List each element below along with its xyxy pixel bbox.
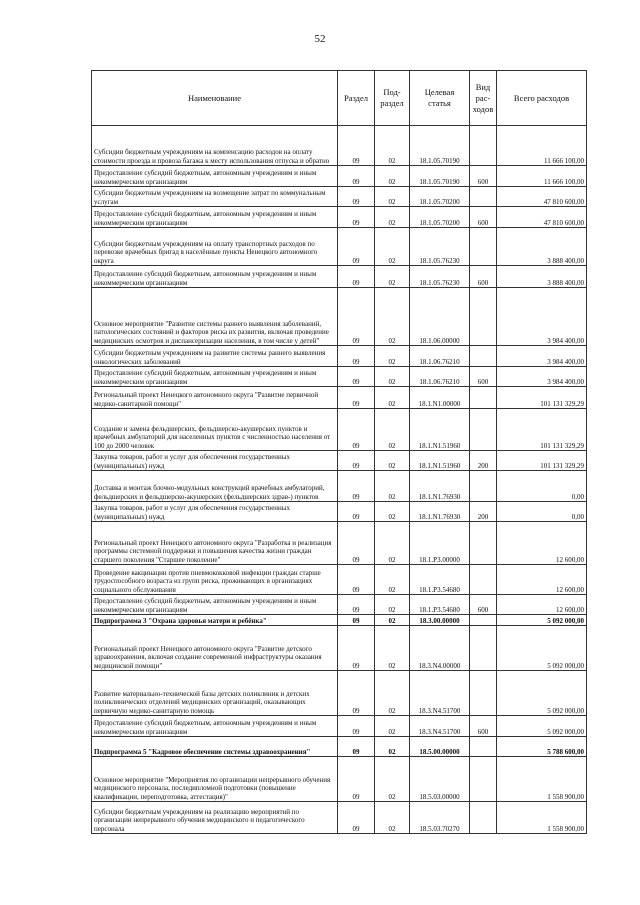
row-section: 09 (338, 626, 375, 671)
table-row (92, 716, 587, 737)
row-total: 3 984 400,00 (497, 367, 587, 387)
row-expense-type (470, 409, 497, 451)
row-name: Проведение вакцинации против пневмококковой инфекции граждан старше трудоспособного возраста из групп риска, проживающих в организациях социального обслуживания (92, 565, 338, 595)
row-expense-type: 600 (470, 595, 497, 615)
row-total: 11 666 100,00 (497, 166, 587, 187)
row-name: Субсидии бюджетным учреждениям на компенсацию расходов на оплату стоимости проезда и провоза багажа к месту использования отпуска и обратно (92, 126, 338, 166)
row-subsection: 02 (375, 802, 410, 834)
row-total: 5 092 000,00 (497, 615, 587, 626)
table-row (92, 471, 587, 502)
row-subsection: 02 (375, 471, 410, 502)
row-target-article: 18.1.06.00000 (410, 288, 470, 346)
row-name: Подпрограмма 3 "Охрана здоровья матери и ребёнка" (92, 615, 338, 626)
row-section: 09 (338, 288, 375, 346)
row-section: 09 (338, 207, 375, 228)
table-row (92, 595, 587, 615)
row-subsection: 02 (375, 615, 410, 626)
row-target-article: 18.5.03.70270 (410, 802, 470, 834)
row-section: 09 (338, 471, 375, 502)
row-total: 12 600,00 (497, 522, 587, 565)
row-expense-type (470, 626, 497, 671)
row-expense-type (470, 387, 497, 409)
row-total: 1 558 900,00 (497, 802, 587, 834)
table-row (92, 266, 587, 288)
row-target-article: 18.3.N4.51700 (410, 716, 470, 737)
row-section: 09 (338, 757, 375, 802)
row-expense-type (470, 228, 497, 266)
row-name: Субсидии бюджетным учреждениям на оплату транспортных расходов по перевозке врачебных бригад в населённые пункты Ненецкого автономного округа (92, 228, 338, 266)
table-row (92, 126, 587, 166)
row-total: 47 810 600,00 (497, 207, 587, 228)
row-subsection: 02 (375, 288, 410, 346)
table-row (92, 288, 587, 346)
table-header-row (92, 71, 587, 126)
header-section: Раздел (338, 71, 375, 126)
row-section: 09 (338, 671, 375, 716)
table-row (92, 387, 587, 409)
table-row (92, 207, 587, 228)
row-subsection: 02 (375, 522, 410, 565)
row-subsection: 02 (375, 266, 410, 288)
row-name: Субсидии бюджетным учреждениям на развитие системы раннего выявления онкологических заболеваний (92, 346, 338, 367)
row-name: Подпрограмма 5 "Кадровое обеспечение системы здравоохранения" (92, 737, 338, 757)
row-subsection: 02 (375, 409, 410, 451)
table-row (92, 346, 587, 367)
row-section: 09 (338, 228, 375, 266)
table-row (92, 757, 587, 802)
table-row (92, 451, 587, 471)
table-row (92, 228, 587, 266)
table-row (92, 802, 587, 834)
header-total-expenses: Всего расходов (497, 71, 587, 126)
row-subsection: 02 (375, 737, 410, 757)
row-expense-type (470, 471, 497, 502)
table-row (92, 367, 587, 387)
row-expense-type (470, 522, 497, 565)
row-total: 12 600,00 (497, 565, 587, 595)
row-total: 3 984 400,00 (497, 288, 587, 346)
row-subsection: 02 (375, 565, 410, 595)
row-section: 09 (338, 346, 375, 367)
row-total: 11 666 100,00 (497, 126, 587, 166)
row-total: 3 888 400,00 (497, 266, 587, 288)
row-total: 0,00 (497, 502, 587, 522)
row-name: Закупка товаров, работ и услуг для обеспечения государственных (муниципальных) нужд (92, 451, 338, 471)
row-subsection: 02 (375, 757, 410, 802)
row-section: 09 (338, 266, 375, 288)
row-total: 101 131 329,29 (497, 451, 587, 471)
row-subsection: 02 (375, 595, 410, 615)
row-subsection: 02 (375, 451, 410, 471)
row-expense-type (470, 565, 497, 595)
row-target-article: 18.1.N1.76930 (410, 471, 470, 502)
row-name: Создание и замена фельдшерских, фельдшерско-акушерских пунктов и врачебных амбулаторий для населенных пунктов с численностью населения от 100 до 2000 человек (92, 409, 338, 451)
row-target-article: 18.5.03.00000 (410, 757, 470, 802)
row-section: 09 (338, 802, 375, 834)
row-name: Субсидии бюджетным учреждениям на реализацию мероприятий по организации непрерывного обучения медицинского и педагогического персонала (92, 802, 338, 834)
row-target-article: 18.1.05.70200 (410, 207, 470, 228)
row-name: Региональный проект Ненецкого автономного округа "Разработка и реализация программы системной поддержки и повышения качества жизни граждан старшего поколения "Старшее поколение" (92, 522, 338, 565)
row-section: 09 (338, 737, 375, 757)
row-section: 09 (338, 126, 375, 166)
row-subsection: 02 (375, 126, 410, 166)
row-expense-type: 200 (470, 451, 497, 471)
row-target-article: 18.1.05.70200 (410, 187, 470, 207)
header-expense-type: Вид рас- ходов (470, 71, 497, 126)
row-section: 09 (338, 367, 375, 387)
row-total: 101 131 329,29 (497, 387, 587, 409)
row-subsection: 02 (375, 207, 410, 228)
row-subsection: 02 (375, 166, 410, 187)
row-name: Предоставление субсидий бюджетным, автономным учреждениям и иным некоммерческим организациям (92, 367, 338, 387)
row-target-article: 18.3.00.00000 (410, 615, 470, 626)
row-subsection: 02 (375, 187, 410, 207)
row-name: Основное мероприятие "Мероприятия по организации непрерывного обучения медицинского персонала, последипломной подготовки (повышение квалификации, переподготовка, аттестация)" (92, 757, 338, 802)
row-target-article: 18.1.P3.54680 (410, 565, 470, 595)
row-expense-type: 600 (470, 367, 497, 387)
row-section: 09 (338, 615, 375, 626)
header-name: Наименование (92, 71, 338, 126)
row-total: 101 131 329,29 (497, 409, 587, 451)
row-name: Доставка и монтаж блочно-модульных конструкций врачебных амбулаторий, фельдшерских и фельдшерско-акушерских (фельдшерских здрав-) пунктов (92, 471, 338, 502)
table-row (92, 671, 587, 716)
table-row (92, 615, 587, 626)
table-row (92, 409, 587, 451)
table-row (92, 565, 587, 595)
row-expense-type: 600 (470, 166, 497, 187)
header-subsection: Под- раздел (375, 71, 410, 126)
row-total: 5 092 000,00 (497, 716, 587, 737)
table-row (92, 502, 587, 522)
row-expense-type (470, 346, 497, 367)
row-target-article: 18.1.05.76230 (410, 228, 470, 266)
row-section: 09 (338, 502, 375, 522)
row-target-article: 18.1.N1.51960 (410, 451, 470, 471)
row-target-article: 18.1.05.76230 (410, 266, 470, 288)
row-target-article: 18.3.N4.00000 (410, 626, 470, 671)
row-total: 47 810 600,00 (497, 187, 587, 207)
row-expense-type: 600 (470, 266, 497, 288)
row-section: 09 (338, 187, 375, 207)
row-total: 5 092 000,00 (497, 671, 587, 716)
row-subsection: 02 (375, 716, 410, 737)
row-total: 0,00 (497, 471, 587, 502)
table-row (92, 166, 587, 187)
table-row (92, 522, 587, 565)
row-target-article: 18.1.05.70190 (410, 126, 470, 166)
row-total: 1 558 900,00 (497, 757, 587, 802)
row-section: 09 (338, 716, 375, 737)
row-expense-type (470, 671, 497, 716)
row-subsection: 02 (375, 387, 410, 409)
row-name: Предоставление субсидий бюджетным, автономным учреждениям и иным некоммерческим организациям (92, 207, 338, 228)
row-section: 09 (338, 451, 375, 471)
row-subsection: 02 (375, 671, 410, 716)
row-expense-type: 600 (470, 207, 497, 228)
row-name: Основное мероприятие "Развитие системы раннего выявления заболеваний, патологических состояний и факторов риска их развития, включая проведение медицинских осмотров и диспансеризации населения, в том числе у детей" (92, 288, 338, 346)
row-total: 12 600,00 (497, 595, 587, 615)
row-subsection: 02 (375, 367, 410, 387)
row-expense-type (470, 288, 497, 346)
row-total: 5 788 600,00 (497, 737, 587, 757)
row-subsection: 02 (375, 502, 410, 522)
row-section: 09 (338, 166, 375, 187)
row-expense-type (470, 126, 497, 166)
row-section: 09 (338, 387, 375, 409)
row-expense-type: 200 (470, 502, 497, 522)
row-target-article: 18.1.05.70190 (410, 166, 470, 187)
row-subsection: 02 (375, 228, 410, 266)
table-row (92, 187, 587, 207)
row-total: 3 888 400,00 (497, 228, 587, 266)
row-target-article: 18.1.P3.00000 (410, 522, 470, 565)
budget-table (91, 70, 587, 834)
row-name: Региональный проект Ненецкого автономного округа "Развитие детского здравоохранения, включая создание современной инфраструктуры оказания медицинской помощи" (92, 626, 338, 671)
row-name: Региональный проект Ненецкого автономного округа "Развитие первичной медико-санитарной помощи" (92, 387, 338, 409)
row-expense-type: 600 (470, 716, 497, 737)
row-expense-type (470, 757, 497, 802)
row-expense-type (470, 737, 497, 757)
row-section: 09 (338, 595, 375, 615)
row-name: Предоставление субсидий бюджетным, автономным учреждениям и иным некоммерческим организациям (92, 266, 338, 288)
row-target-article: 18.1.N1.00000 (410, 387, 470, 409)
row-section: 09 (338, 565, 375, 595)
page-number: 52 (314, 33, 326, 45)
row-expense-type (470, 802, 497, 834)
table-row (92, 737, 587, 757)
row-subsection: 02 (375, 346, 410, 367)
table-row (92, 626, 587, 671)
row-total: 5 092 000,00 (497, 626, 587, 671)
row-name: Развитие материально-технической базы детских поликлиник и детских поликлинических отделений медицинских организаций, оказывающих первичную медико-санитарную помощь (92, 671, 338, 716)
row-expense-type (470, 187, 497, 207)
row-name: Субсидии бюджетным учреждениям на возмещение затрат по коммунальным услугам (92, 187, 338, 207)
row-target-article: 18.3.N4.51700 (410, 671, 470, 716)
row-section: 09 (338, 522, 375, 565)
row-section: 09 (338, 409, 375, 451)
row-name: Предоставление субсидий бюджетным, автономным учреждениям и иным некоммерческим организациям (92, 595, 338, 615)
row-total: 3 984 400,00 (497, 346, 587, 367)
row-subsection: 02 (375, 626, 410, 671)
row-name: Закупка товаров, работ и услуг для обеспечения государственных (муниципальных) нужд (92, 502, 338, 522)
row-target-article: 18.1.N1.51960 (410, 409, 470, 451)
row-target-article: 18.1.06.76210 (410, 346, 470, 367)
row-target-article: 18.1.N1.76930 (410, 502, 470, 522)
row-expense-type (470, 615, 497, 626)
row-name: Предоставление субсидий бюджетным, автономным учреждениям и иным некоммерческим организациям (92, 716, 338, 737)
row-name: Предоставление субсидий бюджетным, автономным учреждениям и иным некоммерческим организациям (92, 166, 338, 187)
row-target-article: 18.1.06.76210 (410, 367, 470, 387)
row-target-article: 18.1.P3.54680 (410, 595, 470, 615)
row-target-article: 18.5.00.00000 (410, 737, 470, 757)
header-target-article: Целевая статья (410, 71, 470, 126)
